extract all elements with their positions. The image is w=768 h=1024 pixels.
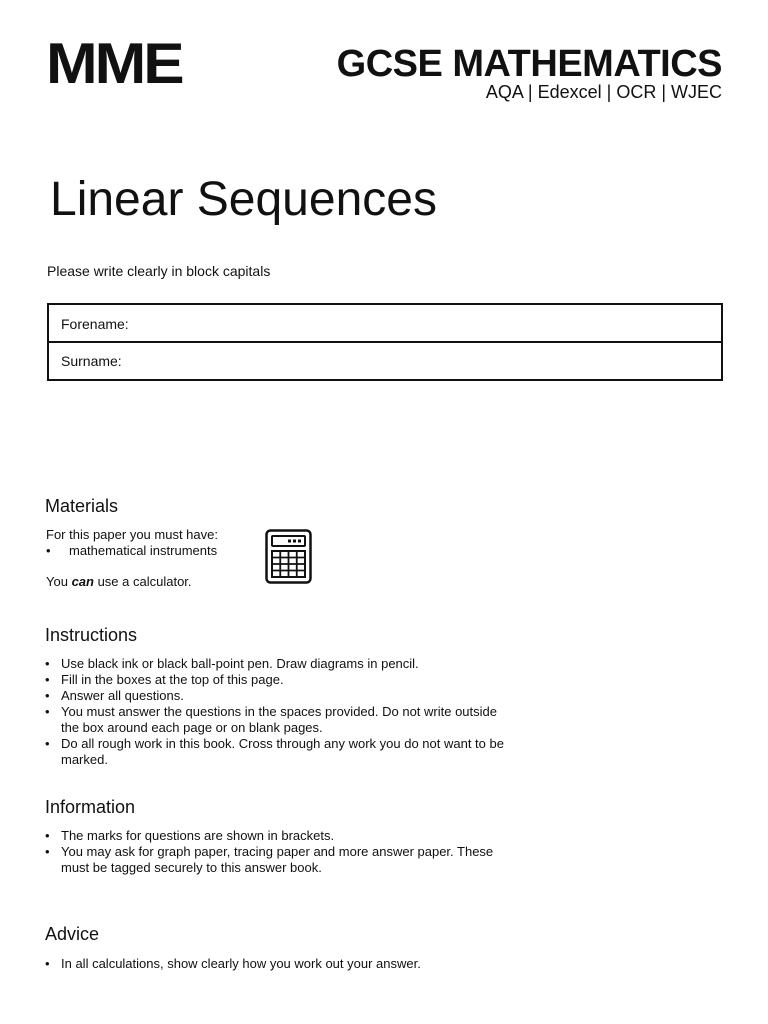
page-title: Linear Sequences bbox=[50, 173, 437, 226]
information-list bbox=[45, 828, 515, 876]
list-item: • Use black ink or black ball-point pen. Draw diagrams in pencil. bbox=[45, 656, 515, 672]
materials-heading: Materials bbox=[45, 496, 119, 516]
forename-field[interactable] bbox=[49, 305, 721, 343]
advice-list bbox=[45, 956, 515, 972]
name-box bbox=[47, 303, 723, 381]
advice-heading: Advice bbox=[45, 924, 100, 944]
instructions-heading: Instructions bbox=[45, 625, 138, 645]
instructions-list bbox=[45, 656, 515, 768]
list-item: • You may ask for graph paper, tracing paper and more answer paper. These must be tagged securely to this answer book. bbox=[45, 844, 515, 876]
list-item: • You must answer the questions in the spaces provided. Do not write outside the box around each page or on blank pages. bbox=[45, 704, 515, 736]
information-heading: Information bbox=[45, 797, 136, 817]
calculator-icon bbox=[265, 529, 312, 584]
calculator-note: You can use a calculator. bbox=[46, 574, 192, 589]
list-item: • Do all rough work in this book. Cross through any work you do not want to be marked. bbox=[45, 736, 515, 768]
surname-label: Surname: bbox=[61, 353, 122, 369]
materials-item: • mathematical instruments bbox=[46, 543, 218, 558]
materials-section bbox=[46, 527, 256, 590]
name-prompt: Please write clearly in block capitals bbox=[47, 263, 271, 279]
list-item: • Fill in the boxes at the top of this page. bbox=[45, 672, 515, 688]
subject-title: GCSE MATHEMATICS bbox=[336, 43, 722, 85]
forename-label: Forename: bbox=[61, 316, 129, 332]
exam-boards: AQA | Edexcel | OCR | WJEC bbox=[485, 82, 722, 102]
list-item: • In all calculations, show clearly how you work out your answer. bbox=[45, 956, 515, 972]
list-item: • Answer all questions. bbox=[45, 688, 515, 704]
mme-logo: MME bbox=[46, 32, 182, 96]
surname-field[interactable] bbox=[49, 343, 721, 380]
materials-intro: For this paper you must have: bbox=[46, 527, 218, 542]
list-item: • The marks for questions are shown in brackets. bbox=[45, 828, 515, 844]
